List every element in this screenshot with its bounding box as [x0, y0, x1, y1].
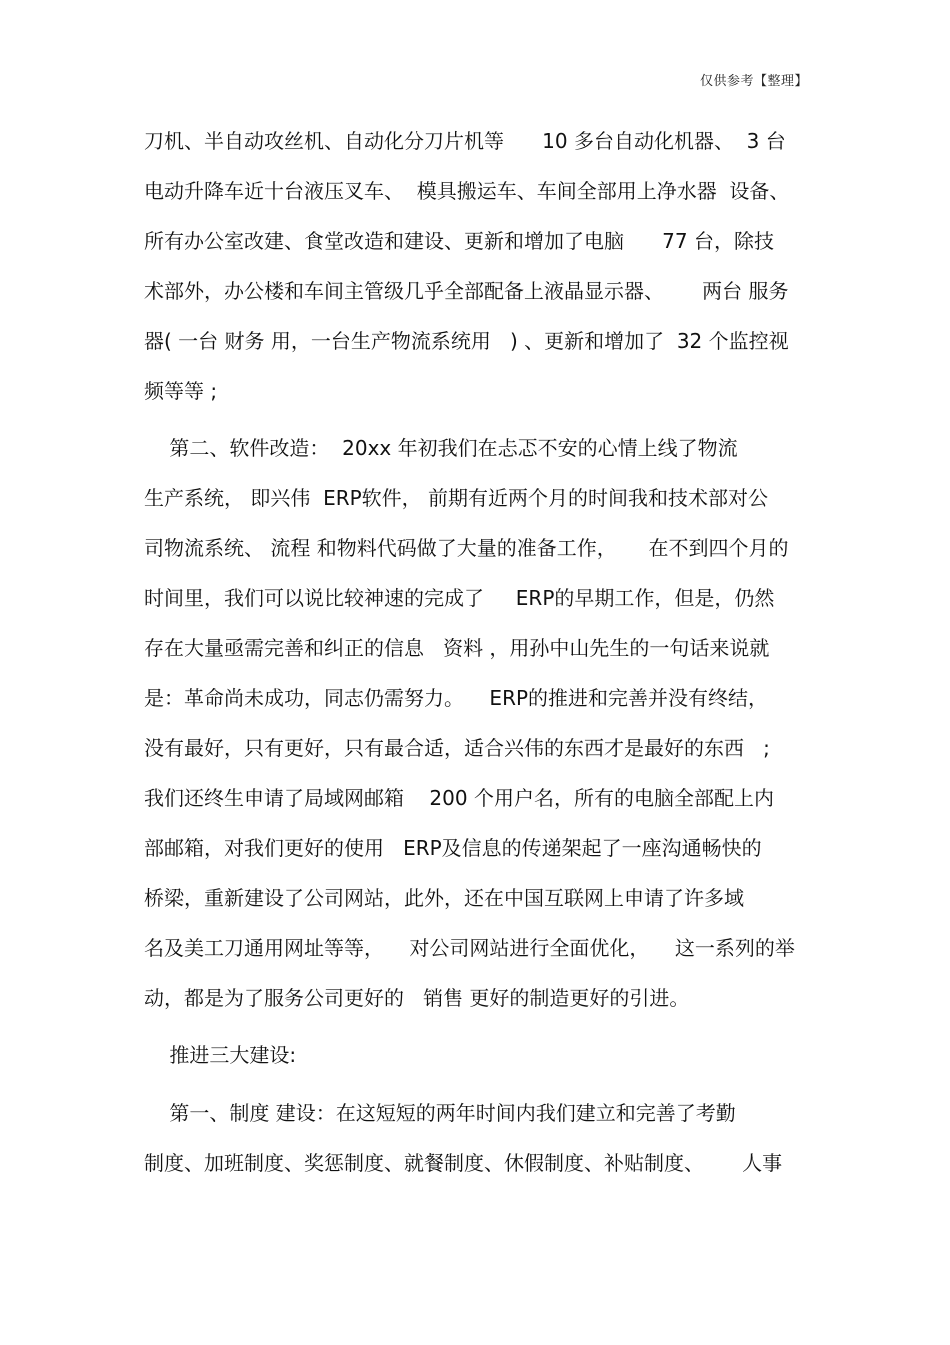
text-line: 制度、加班制度、奖惩制度、就餐制度、休假制度、补贴制度、 人事: [144, 1151, 783, 1175]
text-line: 司物流系统、 流程 和物料代码做了大量的准备工作， 在不到四个月的: [144, 536, 789, 560]
text-line: 名及美工刀通用网址等等， 对公司网站进行全面优化， 这一系列的举: [144, 936, 795, 960]
text-line: 第二、软件改造： 20xx 年初我们在忐忑不安的心情上线了物流: [144, 436, 738, 460]
text-line: 所有办公室改建、食堂改造和建设、更新和增加了电脑 77 台，除技: [144, 229, 774, 253]
text-line: 频等等 ;: [144, 379, 218, 403]
text-line: 我们还终生申请了局域网邮箱 200 个用户名，所有的电脑全部配上内: [144, 786, 774, 810]
text-line: 时间里，我们可以说比较神速的完成了 ERP的早期工作，但是，仍然: [144, 586, 775, 610]
text-line: 器( 一台 财务 用，一台生产物流系统用 ) 、更新和增加了 32 个监控视: [144, 329, 789, 353]
text-line: 动，都是为了服务公司更好的 销售 更好的制造更好的引进。: [144, 986, 690, 1010]
text-line: 推进三大建设:: [144, 1043, 297, 1067]
text-line: 桥梁，重新建设了公司网站，此外，还在中国互联网上申请了许多域: [144, 886, 744, 910]
text-line: 术部外，办公楼和车间主管级几乎全部配备上液晶显示器、 两台 服务: [144, 279, 789, 303]
text-line: 没有最好，只有更好，只有最合适，适合兴伟的东西才是最好的东西 ;: [144, 736, 770, 760]
text-line: 刀机、半自动攻丝机、自动化分刀片机等 10 多台自动化机器、 3 台: [144, 129, 786, 153]
text-line: 第一、制度 建设：在这短短的两年时间内我们建立和完善了考勤: [144, 1101, 736, 1125]
text-line: 是：革命尚未成功，同志仍需努力。 ERP的推进和完善并没有终结，: [144, 686, 769, 710]
text-line: 部邮箱，对我们更好的使用 ERP及信息的传递架起了一座沟通畅快的: [144, 836, 762, 860]
text-line: 生产系统， 即兴伟 ERP软件， 前期有近两个月的时间我和技术部对公: [144, 486, 769, 510]
text-line: 电动升降车近十台液压叉车、 模具搬运车、车间全部用上净水器 设备、: [144, 179, 790, 203]
page-header-note: 仅供参考【整理】: [699, 74, 808, 89]
text-line: 存在大量亟需完善和纠正的信息 资料 ，用孙中山先生的一句话来说就: [144, 636, 770, 660]
